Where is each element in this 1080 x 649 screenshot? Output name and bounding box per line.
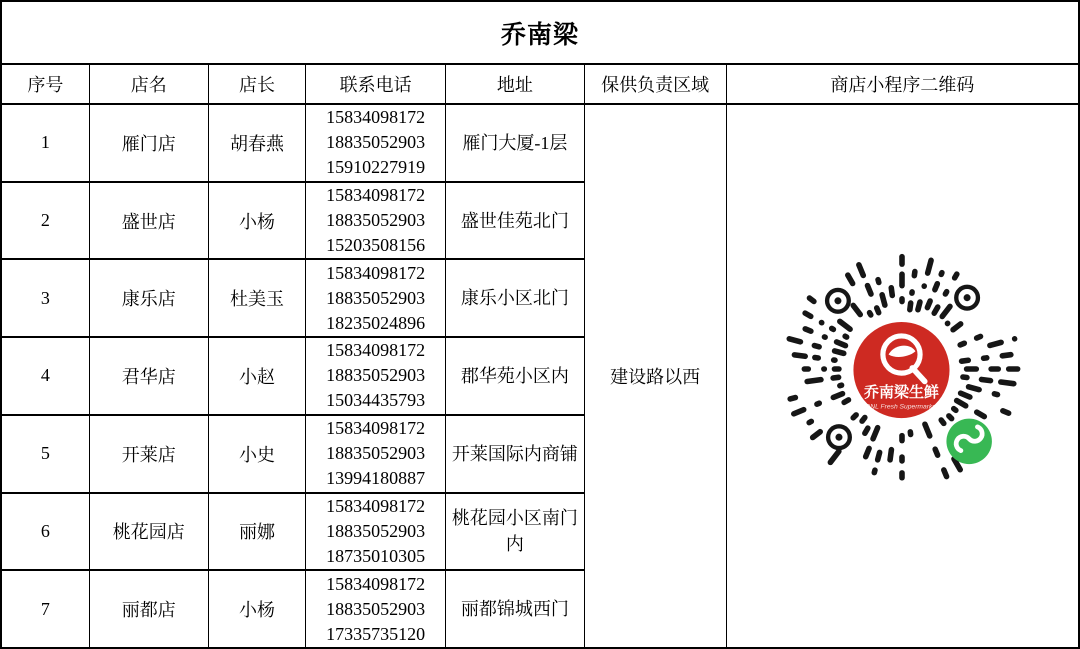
address-cell: 雁门大厦-1层 — [446, 104, 584, 182]
store-cell: 君华店 — [89, 337, 208, 415]
col-header-index: 序号 — [1, 64, 89, 104]
brand-text: 乔南梁生鲜 — [864, 383, 940, 401]
manager-cell: 小史 — [208, 415, 305, 493]
phone-line: 18835052903 — [326, 210, 426, 231]
index-cell: 1 — [1, 104, 89, 182]
phone-line: 15203508156 — [326, 235, 426, 256]
phone-cell — [306, 182, 446, 260]
wechat-miniprogram-icon — [947, 419, 992, 464]
phone-line: 15834098172 — [326, 185, 426, 206]
manager-cell: 胡春燕 — [208, 104, 305, 182]
phone-line: 18835052903 — [326, 443, 426, 464]
address-cell: 开莱国际内商铺 — [446, 415, 584, 493]
col-header-region: 保供负责区域 — [584, 64, 726, 104]
store-cell: 康乐店 — [89, 259, 208, 337]
phone-line: 18235024896 — [326, 312, 426, 333]
address-cell: 康乐小区北门 — [446, 259, 584, 337]
phone-line: 15834098172 — [326, 495, 426, 516]
manager-cell: 小杨 — [208, 182, 305, 260]
address-cell: 桃花园小区南门内 — [446, 493, 584, 571]
address-cell: 郡华苑小区内 — [446, 337, 584, 415]
address-cell: 丽都锦城西门 — [446, 570, 584, 648]
index-cell: 3 — [1, 259, 89, 337]
phone-cell — [306, 570, 446, 648]
phone-line: 18835052903 — [326, 287, 426, 308]
store-cell: 盛世店 — [89, 182, 208, 260]
brand-subtext: QNL Fresh Supermarket — [865, 403, 939, 411]
wechat-minicode-dots — [778, 245, 1026, 493]
phone-cell — [306, 104, 446, 182]
brand-logo-red-circle — [854, 322, 950, 418]
phone-line: 17335735120 — [326, 623, 426, 644]
phone-line: 15834098172 — [326, 418, 426, 439]
phone-line: 18735010305 — [326, 545, 426, 566]
phone-line: 15834098172 — [326, 107, 426, 128]
manager-cell: 小杨 — [208, 570, 305, 648]
page-title: 乔南梁 — [0, 0, 1080, 63]
index-cell: 2 — [1, 182, 89, 260]
phone-line: 18835052903 — [326, 520, 426, 541]
phone-line: 15034435793 — [326, 390, 426, 411]
manager-cell: 杜美玉 — [208, 259, 305, 337]
table-row — [1, 104, 1079, 182]
qr-code-cell — [726, 104, 1079, 648]
phone-line: 18835052903 — [326, 598, 426, 619]
phone-line: 15834098172 — [326, 262, 426, 283]
col-header-address: 地址 — [446, 64, 584, 104]
phone-line: 13994180887 — [326, 468, 426, 489]
phone-line: 15834098172 — [326, 340, 426, 361]
col-header-qr: 商店小程序二维码 — [726, 64, 1079, 104]
miniprogram-qr-code — [727, 259, 1078, 493]
index-cell: 5 — [1, 415, 89, 493]
store-cell: 雁门店 — [89, 104, 208, 182]
index-cell: 6 — [1, 493, 89, 571]
phone-line: 18835052903 — [326, 365, 426, 386]
store-cell: 丽都店 — [89, 570, 208, 648]
phone-line: 15910227919 — [326, 157, 426, 178]
col-header-phone: 联系电话 — [306, 64, 446, 104]
col-header-manager: 店长 — [208, 64, 305, 104]
col-header-store: 店名 — [89, 64, 208, 104]
manager-cell: 丽娜 — [208, 493, 305, 571]
address-cell: 盛世佳苑北门 — [446, 182, 584, 260]
store-cell: 桃花园店 — [89, 493, 208, 571]
phone-cell — [306, 259, 446, 337]
index-cell: 4 — [1, 337, 89, 415]
phone-line: 15834098172 — [326, 573, 426, 594]
phone-cell — [306, 337, 446, 415]
store-cell: 开莱店 — [89, 415, 208, 493]
phone-cell — [306, 493, 446, 571]
phone-cell — [306, 415, 446, 493]
manager-cell: 小赵 — [208, 337, 305, 415]
header-row — [1, 64, 1079, 104]
store-table — [0, 63, 1080, 649]
region-cell: 建设路以西 — [584, 104, 726, 648]
index-cell: 7 — [1, 570, 89, 648]
phone-line: 18835052903 — [326, 132, 426, 153]
